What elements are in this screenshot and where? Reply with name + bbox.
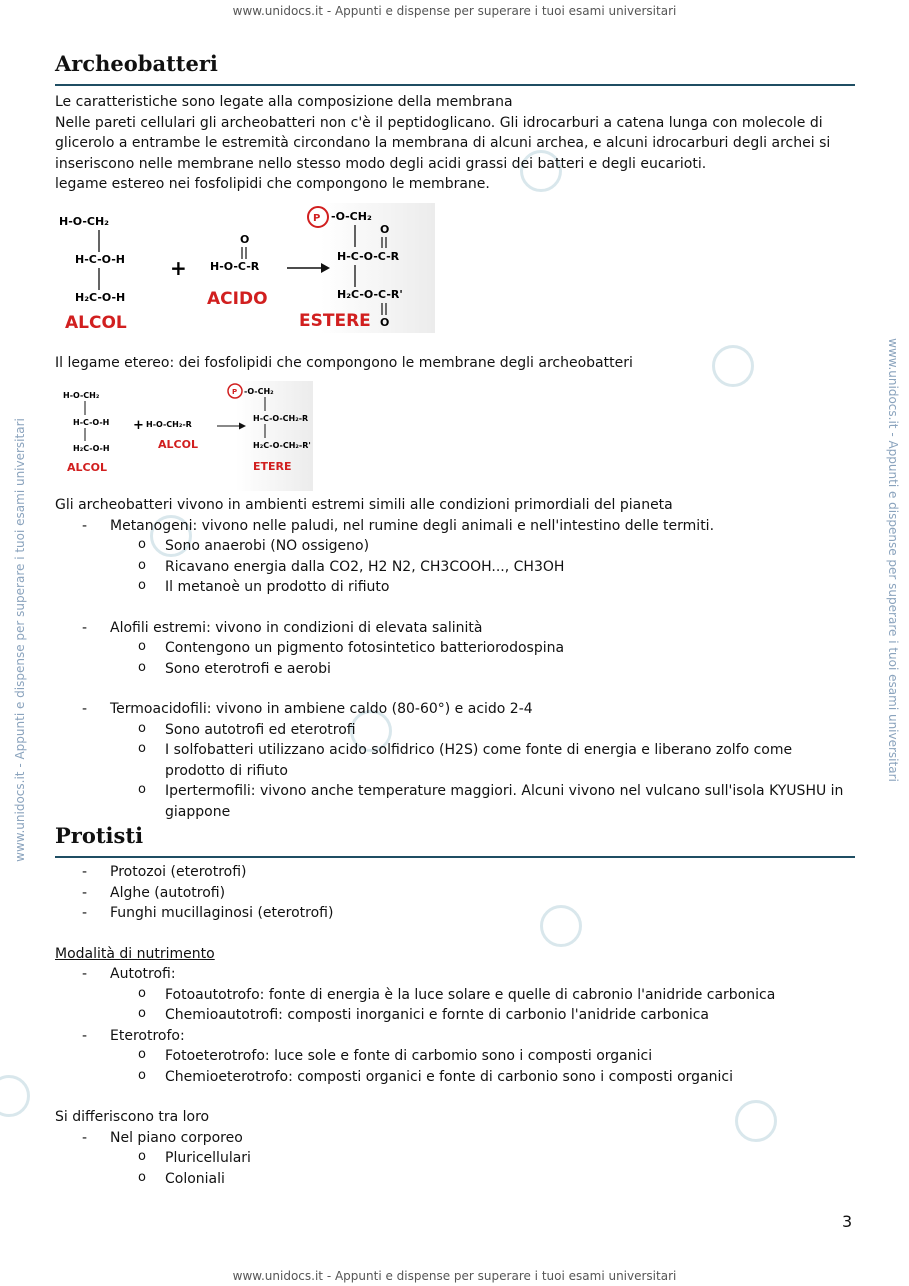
left-side-watermark: www.unidocs.it - Appunti e dispense per superare i tuoi esami universitari (13, 418, 27, 862)
list-item: o Sono eterotrofi e aerobi (110, 659, 855, 680)
differ-text: Si differiscono tra loro (55, 1109, 210, 1125)
section-title-archeobatteri: Archeobatteri (55, 50, 855, 86)
intro-line-1: Le caratteristiche sono legate alla composizione della membrana (55, 94, 513, 110)
section-title-protisti: Protisti (55, 822, 855, 858)
acido-carbonyl-o: O (240, 232, 250, 246)
label-alcol-2: ALCOL (158, 438, 198, 451)
label-estere: ESTERE (299, 310, 371, 331)
label-acido: ACIDO (207, 288, 268, 309)
right-side-watermark: www.unidocs.it - Appunti e dispense per superare i tuoi esami universitari (886, 338, 900, 782)
list-item: o Contengono un pigmento fotosintetico batteriorodospina (110, 638, 855, 659)
watermark-logo-icon (0, 1075, 30, 1117)
phosphate-symbol: P (313, 212, 321, 224)
reaction-arrow-icon (321, 263, 330, 273)
list-item-metanogeni: - Metanogeni: vivono nelle paludi, nel rumine degli animali e nell'intestino delle termiti. o Sono anaerobi (NO ossigeno) o Ricavano energia dalla CO2, H2 N2, CH3COOH..., CH3OH o Il metanoè un prodotto di rifiuto (55, 516, 855, 598)
list-item: o Sono autotrofi ed eterotrofi (110, 720, 855, 741)
etere-formula-line-3: H₂C-O-CH₂-R' (253, 441, 311, 450)
plus-sign-2: + (133, 418, 144, 433)
label-alcol: ALCOL (65, 312, 127, 333)
intro-paragraph: Nelle pareti cellulari gli archeobatteri non c'è il peptidoglicano. Gli idrocarburi a catena lunga con molecole di glicerolo a entrambe le estremità circondano la membrana di alcuni archea, e alcuni idrocarburi degli archei si inseriscono nelle membrane nello stesso modo degli acidi grassi dei batteri e degli eucarioti. (55, 114, 831, 172)
list-item-termoacidofili: - Termoacidofili: vivono in ambiene caldo (80-60°) e acido 2-4 o Sono autotrofi ed eterotrofi o I solfobatteri utilizzano acido solfidrico (H2S) come fonte di energia e liberano zolfo come prodotto di rifiuto o Ipertermofili: vivono anche temperature maggiori. Alcuni vivono nel vulcano sull'isola KYUSHU in giappone (55, 699, 855, 822)
estere-formula-line-2: H-C-O-C-R (337, 249, 400, 263)
alcol2-formula-line-3: H₂C-O-H (73, 444, 110, 453)
list-item-eterotrofo: - Eterotrofo: o Fotoeterotrofo: luce sole e fonte di carbomio sono i composti organici o Chemioeterotrofo: composti organici e fonte di carbonio sono i composti organici (55, 1026, 855, 1088)
protisti-types-list (55, 862, 855, 924)
list-item-alofili: - Alofili estremi: vivono in condizioni di elevata salinità o Contengono un pigmento fotosintetico batteriorodospina o Sono eterotrofi e aerobi (55, 618, 855, 680)
estere-formula-line-1: -O-CH₂ (331, 209, 372, 223)
list-item: - Alghe (autotrofi) (55, 883, 855, 904)
estere-carbonyl-o-1: O (380, 222, 390, 236)
list-item: o Pluricellulari (110, 1148, 855, 1169)
ether-reaction-figure (55, 381, 313, 491)
list-item: o Il metanoè un prodotto di rifiuto (110, 577, 855, 598)
label-etere: ETERE (253, 460, 292, 473)
page-number: 3 (842, 1212, 853, 1231)
acido-formula: H-O-C-R (210, 259, 260, 273)
estere-formula-line-3: H₂C-O-C-R' (337, 287, 403, 301)
list-item: - Funghi mucillaginosi (eterotrofi) (55, 903, 855, 924)
ether-caption: Il legame etereo: dei fosfolipidi che compongono le membrane degli archeobatteri (55, 354, 633, 371)
differ-list (55, 1128, 855, 1190)
etere-formula-line-1: -O-CH₂ (244, 387, 274, 396)
estere-carbonyl-o-2: O (380, 315, 390, 329)
list-item: o I solfobatteri utilizzano acido solfidrico (H2S) come fonte di energia e liberano zolfo come prodotto di rifiuto (110, 740, 855, 781)
etere-formula-line-2: H-C-O-CH₂-R (253, 414, 309, 423)
ether-reagent: H-O-CH₂-R (146, 420, 192, 429)
alcol2-formula-line-1: H-O-CH₂ (63, 391, 100, 400)
alcol-formula-line-2: H-C-O-H (75, 252, 125, 266)
list-item: o Fotoautotrofo: fonte di energia è la luce solare e quelle di cabronio l'anidride carbonica (110, 985, 855, 1006)
list-item: - Protozoi (eterotrofi) (55, 862, 855, 883)
document-body (55, 50, 855, 1189)
bottom-banner: www.unidocs.it - Appunti e dispense per superare i tuoi esami universitari (232, 1269, 677, 1283)
list-item: o Chemioeterotrofo: composti organici e fonte di carbonio sono i composti organici (110, 1067, 855, 1088)
alcol-formula-line-3: H₂C-O-H (75, 290, 126, 304)
list-item-piano-corporeo: - Nel piano corporeo o Pluricellulari o Coloniali (55, 1128, 855, 1190)
list-item-autotrofi: - Autotrofi: o Fotoautotrofo: fonte di energia è la luce solare e quelle di cabronio l'anidride carbonica o Chemioautotrofi: composti inorganici e fornte di carbonio l'anidride carbonica (55, 964, 855, 1026)
nutrition-list (55, 964, 855, 1087)
list-item: o Coloniali (110, 1169, 855, 1190)
archaea-groups-list (55, 516, 855, 598)
alcol-formula-line-1: H-O-CH₂ (59, 214, 109, 228)
phosphate-symbol-2: P (232, 388, 238, 396)
intro-line-3: legame estereo nei fosfolipidi che compongono le membrane. (55, 176, 490, 192)
ester-reaction-figure (55, 203, 435, 333)
list-item: o Fotoeterotrofo: luce sole e fonte di carbomio sono i composti organici (110, 1046, 855, 1067)
list-item: o Ipertermofili: vivono anche temperature maggiori. Alcuni vivono nel vulcano sull'isola KYUSHU in giappone (110, 781, 855, 822)
plus-sign: + (170, 255, 187, 280)
top-banner: www.unidocs.it - Appunti e dispense per superare i tuoi esami universitari (232, 4, 677, 18)
environments-intro: Gli archeobatteri vivono in ambienti estremi simili alle condizioni primordiali del pianeta (55, 497, 673, 513)
nutrition-heading: Modalità di nutrimento (55, 945, 215, 962)
list-item: o Chemioautotrofi: composti inorganici e fornte di carbonio l'anidride carbonica (110, 1005, 855, 1026)
label-alcol-1: ALCOL (67, 461, 107, 474)
list-item: o Sono anaerobi (NO ossigeno) (110, 536, 855, 557)
reaction-arrow-icon (239, 423, 246, 430)
alcol2-formula-line-2: H-C-O-H (73, 418, 110, 427)
list-item: o Ricavano energia dalla CO2, H2 N2, CH3COOH..., CH3OH (110, 557, 855, 578)
